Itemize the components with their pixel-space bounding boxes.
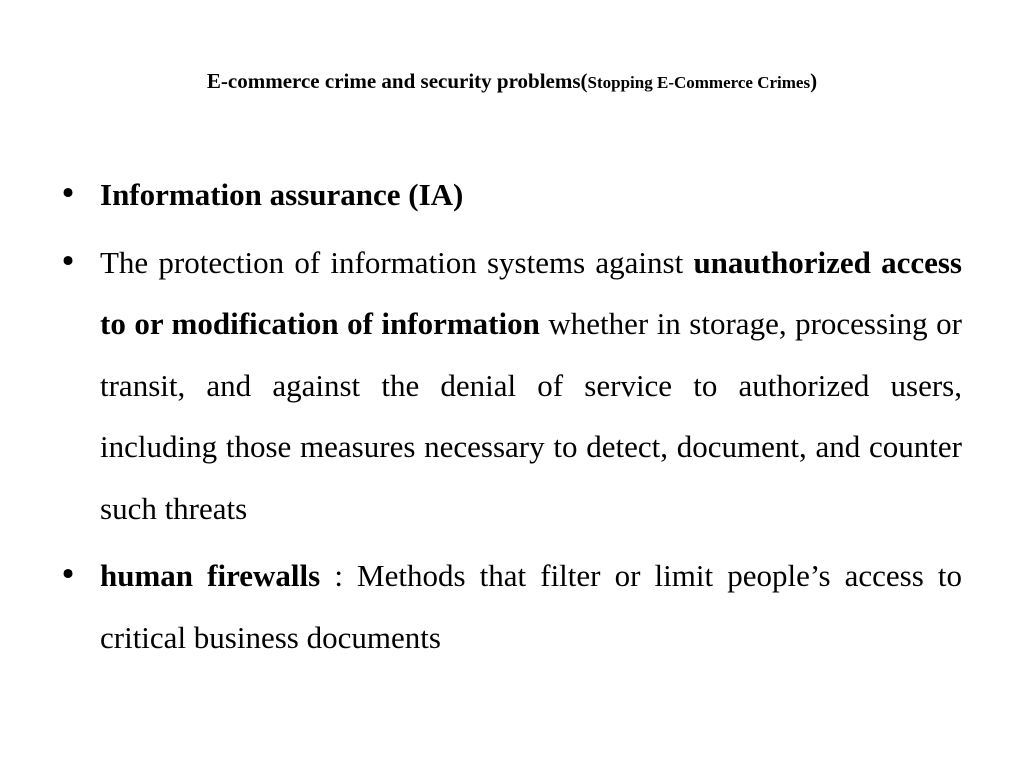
slide-title-subtitle: Stopping E-Commerce Crimes [587, 73, 811, 92]
bullet-list [58, 164, 962, 674]
bullet-text-after: whether in storage, processing or transit, and against the denial of service to authorized users, including those measures necessary to detect, document, and counter such threats [100, 306, 962, 526]
slide-title [0, 66, 1024, 98]
bullet-emphasis: unauthorized access to or modification of information [100, 244, 962, 341]
bullet-text-before: The protection of information systems against [100, 244, 694, 280]
bullet-ia-definition [58, 232, 962, 540]
bullet-text-after: : Methods that filter or limit people’s access to critical business documents [100, 558, 962, 655]
slide-title-main: E-commerce crime and security problems( [206, 69, 588, 93]
bullet-human-firewalls [58, 545, 962, 668]
bullet-heading: Information assurance (IA) [100, 177, 464, 212]
bullet-icon: • [58, 176, 78, 212]
bullet-icon: • [58, 557, 78, 593]
bullet-icon: • [58, 243, 78, 280]
bullet-heading: human firewalls [100, 558, 321, 593]
slide-title-close-paren: ) [810, 69, 818, 93]
bullet-information-assurance [58, 164, 962, 226]
